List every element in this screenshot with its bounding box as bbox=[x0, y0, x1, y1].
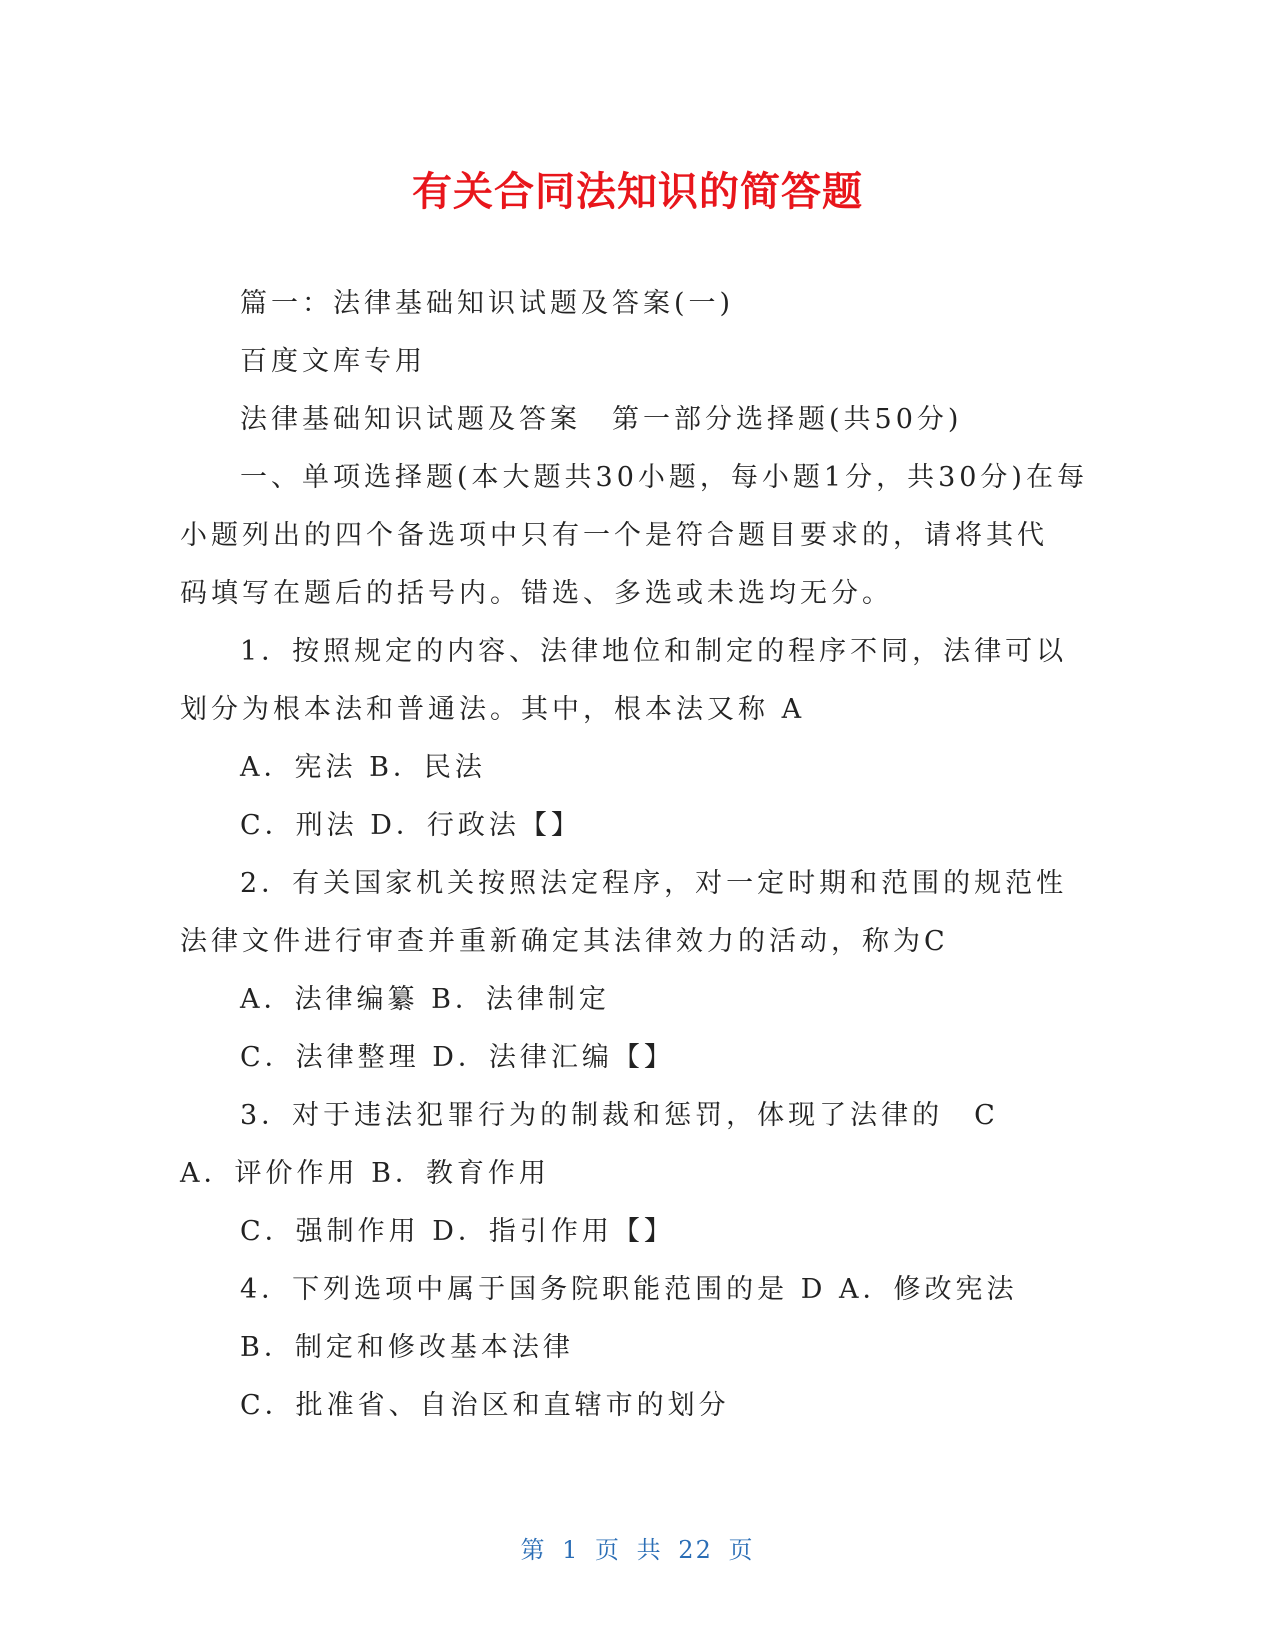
page-number: 第 1 页 共 22 页 bbox=[520, 1536, 755, 1564]
section-heading: 篇一：法律基础知识试题及答案(一) bbox=[240, 288, 735, 319]
option-line: A．法律编纂 B．法律制定 bbox=[240, 984, 610, 1015]
question-line: 法律文件进行审查并重新确定其法律效力的活动，称为C bbox=[180, 926, 949, 957]
text-line: 一、单项选择题(本大题共30小题，每小题1分，共30分)在每 bbox=[240, 462, 1088, 493]
text-line: 法律基础知识试题及答案 第一部分选择题(共50分) bbox=[240, 404, 963, 435]
question-line: 2．有关国家机关按照法定程序，对一定时期和范围的规范性 bbox=[240, 868, 1068, 899]
question-line: 4．下列选项中属于国务院职能范围的是 D A．修改宪法 bbox=[240, 1274, 1018, 1305]
option-line: C．刑法 D．行政法【】 bbox=[240, 810, 582, 841]
question-line: 1．按照规定的内容、法律地位和制定的程序不同，法律可以 bbox=[240, 636, 1068, 667]
question-line: 划分为根本法和普通法。其中，根本法又称 A bbox=[180, 694, 806, 725]
text-line: 小题列出的四个备选项中只有一个是符合题目要求的，请将其代 bbox=[180, 520, 1048, 551]
option-line: B．制定和修改基本法律 bbox=[240, 1332, 574, 1363]
text-line: 百度文库专用 bbox=[240, 346, 426, 377]
option-line: C．强制作用 D．指引作用【】 bbox=[240, 1216, 675, 1247]
text-line: 码填写在题后的括号内。错选、多选或未选均无分。 bbox=[180, 578, 893, 609]
option-line: C．批准省、自治区和直辖市的划分 bbox=[240, 1390, 730, 1421]
option-line: C．法律整理 D．法律汇编【】 bbox=[240, 1042, 675, 1073]
option-line: A．评价作用 B．教育作用 bbox=[180, 1158, 550, 1189]
question-line: 3．对于违法犯罪行为的制裁和惩罚，体现了法律的 C bbox=[240, 1100, 999, 1131]
document-title: 有关合同法知识的简答题 bbox=[412, 169, 863, 215]
option-line: A．宪法 B．民法 bbox=[240, 752, 486, 783]
